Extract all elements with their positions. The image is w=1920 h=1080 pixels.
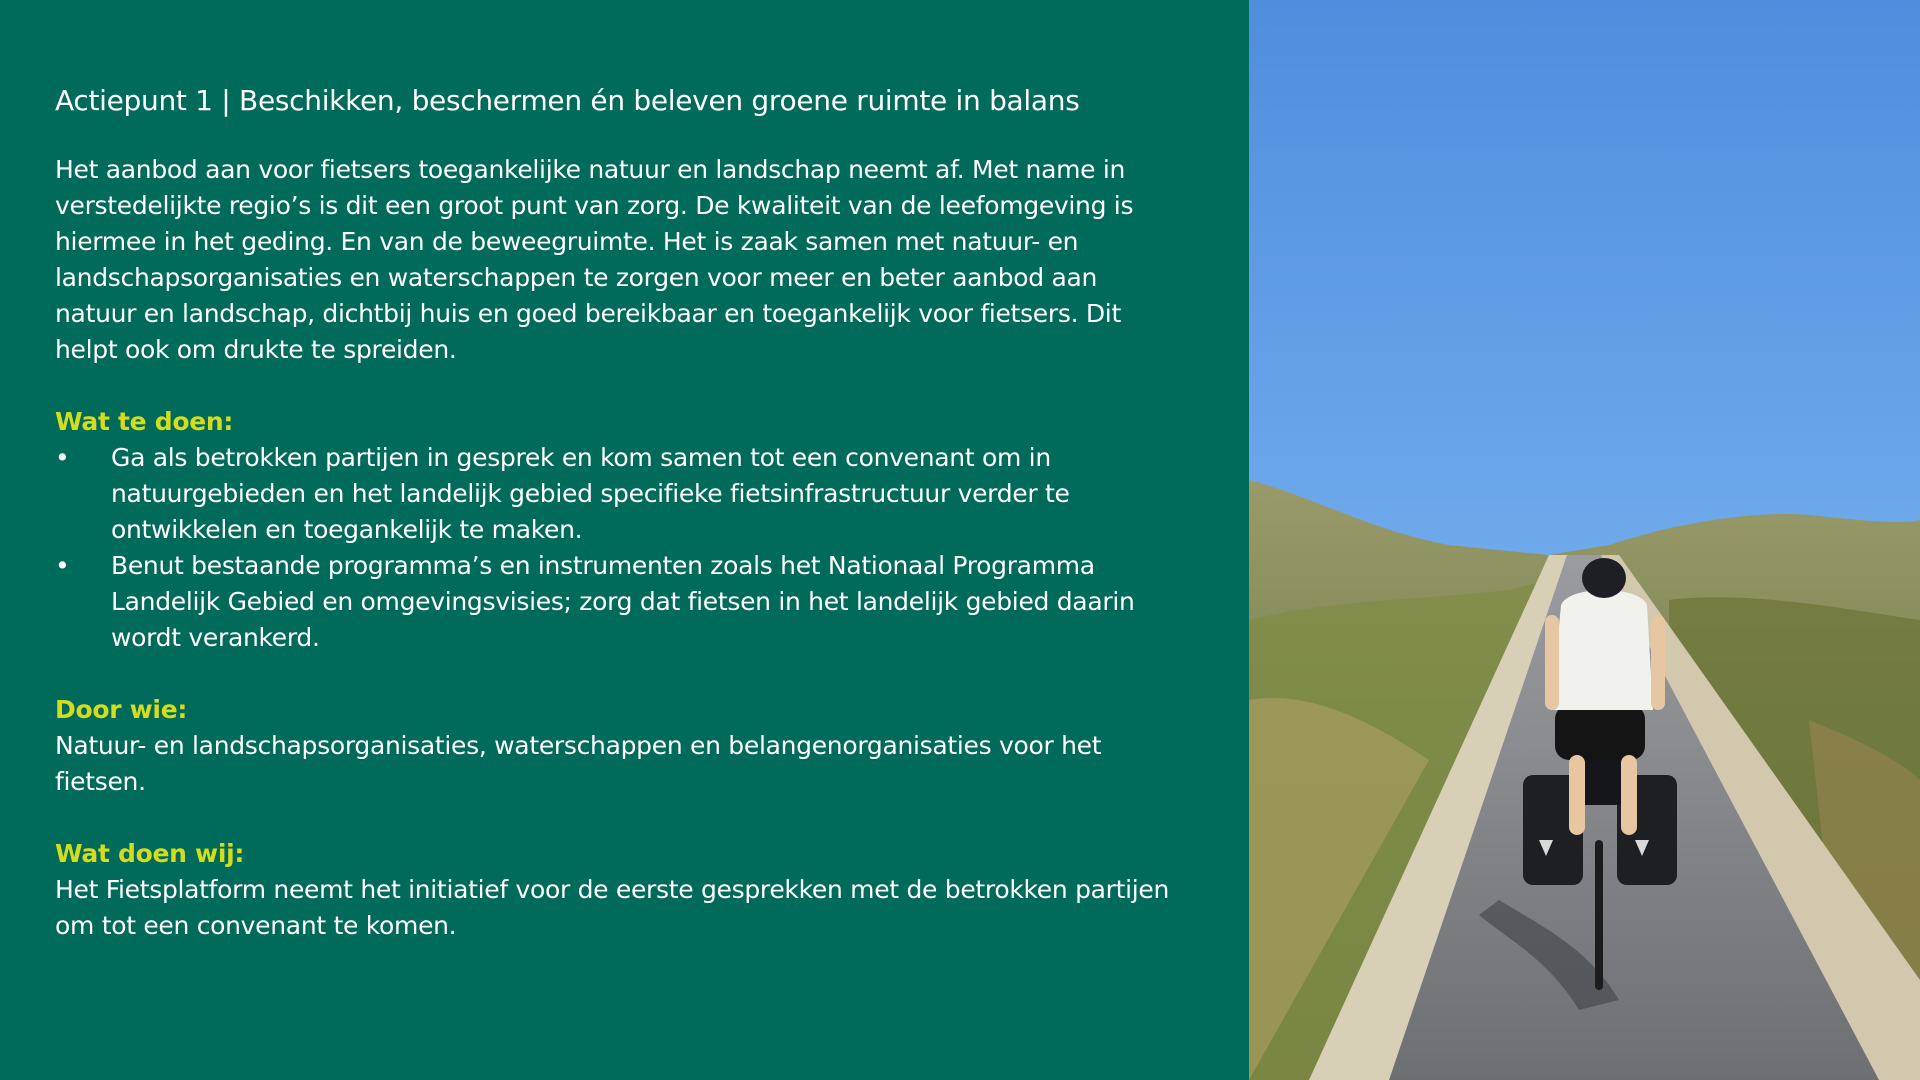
cyclist-photo (1249, 0, 1920, 1080)
page-title: Actiepunt 1 | Beschikken, beschermen én beleven groene ruimte in balans (55, 84, 1080, 117)
wat-doen-wij-text: Het Fietsplatform neemt het initiatief voor de eerste gesprekken met de betrokken partijen om tot een convenant te komen. (55, 875, 1170, 940)
intro-paragraph: Het aanbod aan voor fietsers toegankelijke natuur en landschap neemt af. Met name in verstedelijkte regio’s is dit een groot punt van zorg. De kwaliteit van de leefomgeving is hiermee in het geding. En van de beweegruimte. Het is zaak samen met natuur- en landschapsorganisaties en waterschappen te zorgen voor meer en beter aanbod aan natuur en landschap, dichtbij huis en goed bereikbaar en toegankelijk voor fietsers. Dit helpt ook om drukte te spreiden. (55, 155, 1134, 364)
list-item-text: Ga als betrokken partijen in gesprek en kom samen tot een convenant om in natuurgebieden en het landelijk gebied specifieke fietsinfrastructuur verder te ontwikkelen en toegankelijk te maken. (111, 443, 1070, 544)
list-item (55, 548, 1175, 656)
list-item-text: Benut bestaande programma’s en instrumenten zoals het Nationaal Programma Landelijk Gebied en omgevingsvisies; zorg dat fietsen in het landelijk gebied daarin wordt verankerd. (111, 551, 1135, 652)
door-wie-text: Natuur- en landschapsorganisaties, waterschappen en belangenorganisaties voor het fietsen. (55, 731, 1102, 796)
bullet-icon: • (55, 551, 70, 580)
wat-te-doen-heading: Wat te doen: (55, 407, 234, 436)
list-item (55, 440, 1175, 548)
content (55, 80, 1175, 944)
bullet-icon: • (55, 443, 70, 472)
door-wie-heading: Door wie: (55, 695, 188, 724)
wat-te-doen-list (55, 440, 1175, 656)
wat-doen-wij-heading: Wat doen wij: (55, 839, 245, 868)
